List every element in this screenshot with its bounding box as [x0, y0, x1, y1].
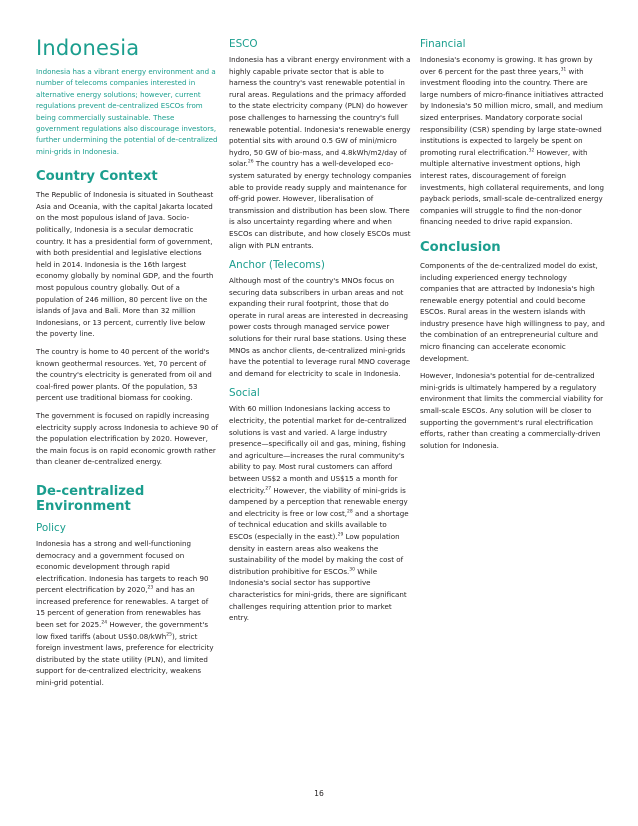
social-paragraph: With 60 million Indonesians lacking access to electricity, the potential market for de-centralized solutions is vast and varied. A large industry presence—specifically oil and gas, mining, fishing and agriculture—increases the rural community's ability to pay. Most rural customers can afford between US$2 a month and US$15 a month for electricity.$^{27}$ However, the viability of mini-grids is dampened by a perception that renewable energy and electricity is free or low cost,$^{28}$ and a shortage of technical education and skills available to ESCOs (especially in the east).$^{29}$ Low population density in eastern areas also weakens the sustainability of the model by making the cost of distribution prohibitive for ESCOs.$^{30}$ While Indonesia's social sector has supportive characteristics for mini-grids, there are significant challenges requiring attention prior to market entry.: [229, 404, 409, 623]
column-left: [36, 30, 218, 695]
footnote-ref: 28: [347, 509, 353, 515]
esco-heading: ESCO: [229, 38, 258, 50]
footnote-ref: 26: [247, 159, 254, 165]
footnote-ref: 25: [166, 632, 173, 638]
footnote-ref: 27: [265, 486, 272, 492]
esco-paragraph: Indonesia has a vibrant energy environment with a highly capable private sector that is able to harness the country's vast renewable potential in rural areas. Regulations and the primacy afforded to the state electricity company (PLN) do however pose challenges to harnessing the country's full renewable potential. Indonesia's renewable energy potential sits with around 0.5 GW of mini/micro hydro, 50 GW of bio-mass, and 4.8kWh/m2/day of solar.$^{26}$ The country has a well-developed eco-system saturated by energy technology companies able to provide ready supply and maintenance for off-grid power. However, liberalisation of transmission and distribution has been slow. There is also uncertainty regarding where and when ESCOs can distribute, and how closely ESCOs must align with PLN entrants.: [229, 55, 412, 250]
country-context-paragraph: The government is focused on rapidly increasing electricity supply across Indonesia to achieve 90 of the population electrification by 2020. However, the main focus is on rapid economic growth rather than cleaner de-centralized energy.: [36, 410, 218, 467]
page-number: 16: [314, 789, 324, 798]
footnote-ref: 31: [560, 67, 567, 73]
page-title: Indonesia: [36, 36, 140, 60]
country-context-paragraph: The country is home to 40 percent of the world's known geothermal resources. Yet, 70 percent of the country's electricity is generated from oil and coal-fired power plants. Of the population, 53 percent use traditional biomass for cooking.: [36, 346, 212, 403]
conclusion-paragraph: However, Indonesia's potential for de-centralized mini-grids is ultimately hampered by a regulatory environment that limits the commercial viability for small-scale ESCOs. Any solution will be closer to supporting the government's rural electrification efforts, rather than creating a commercially-driven solution for Indonesia.: [420, 371, 604, 450]
policy-paragraph: Indonesia has a strong and well-functioning democracy and a government focused on economic development through rapid electrification. Indonesia has targets to reach 90 percent electrification by 2020,23 and has an increased preference for renewables. A target of 15 percent of generation from renewables has been set for 2025.24 However, the government's low fixed tariffs (about US$0.08/kWh$^{25}$), strict foreign investment laws, preference for electricity distributed by the state utility (PLN), and limited support for de-centralized electricity, weakens mini-grid potential.: [36, 538, 214, 688]
decentralized-environment-heading: De-centralized Environment: [36, 483, 145, 514]
footnote-ref: 24: [101, 620, 108, 626]
intro-summary: Indonesia has a vibrant energy environment and a number of telecoms companies interested in alternative energy solutions; however, current regulations prevent de-centralized ESCOs from being commercially sustainable. These government regulations also discourage investors, further undermining the potential of de-centralized mini-grids in Indonesia.: [36, 67, 218, 156]
conclusion-heading: Conclusion: [420, 239, 501, 255]
policy-heading: Policy: [36, 521, 66, 534]
column-middle: [229, 30, 412, 630]
country-context-paragraph: The Republic of Indonesia is situated in Southeast Asia and Oceania, with the capital Jakarta located on the most populous island of Java. Socio-politically, Indonesia is a secular democratic country. It has a presidential form of government, with both presidential and legislative elections held in 2014. Indonesia is the 16th largest economy globally by nominal GDP, and the fourth most populous country globally. Out of a population of 246 million, 80 percent live on the islands of Java and Bali. More than 32 million Indonesians, or 13 percent, currently live below the poverty line.: [36, 190, 214, 339]
footnote-ref: 30: [349, 567, 356, 573]
footnote-ref: 32: [528, 148, 535, 154]
financial-paragraph: Indonesia's economy is growing. It has grown by over 6 percent for the past three years,$^{31}$ with investment flooding into the country. There are large numbers of micro-finance initiatives attracted by Indonesia's 50 million micro, small, and medium sized enterprises. Mandatory corporate social responsibility (CSR) spending by large state-owned institutions is expected to largely be spent on promoting rural electrification.$^{32}$ However, with multiple alternative investment options, high interest rates, discouragement of foreign investments, high collateral requirements, and long payback periods, small-scale de-centralized energy companies will struggle to find the non-donor financing needed to drive rapid expansion.: [420, 55, 605, 227]
footnote-ref: 23: [147, 585, 154, 591]
social-heading: Social: [229, 387, 260, 400]
column-right: [420, 30, 605, 457]
anchor-paragraph: Although most of the country's MNOs focus on securing data subscribers in urban areas and not expanding their rural footprint, those that do operate in rural areas are interested in decreasing power costs through managed service power solutions for their rural base stations. Using these MNOs as anchor clients, de-centralized mini-grids have the potential to leverage rural MNO coverage and demand for electricity to scale in Indonesia.: [229, 276, 411, 378]
financial-heading: Financial: [420, 38, 466, 50]
conclusion-paragraph: Components of the de-centralized model do exist, including experienced energy technology companies that are attracted by Indonesia's high renewable energy potential and could become ESCOs. Rural areas in the western islands with industry presence have high willingness to pay, and the combination of an entrepreneurial culture and micro financing can accelerate economic development.: [420, 260, 605, 363]
footnote-ref: 29: [337, 532, 344, 538]
anchor-heading: Anchor (Telecoms): [229, 259, 325, 272]
country-context-heading: Country Context: [36, 169, 158, 185]
